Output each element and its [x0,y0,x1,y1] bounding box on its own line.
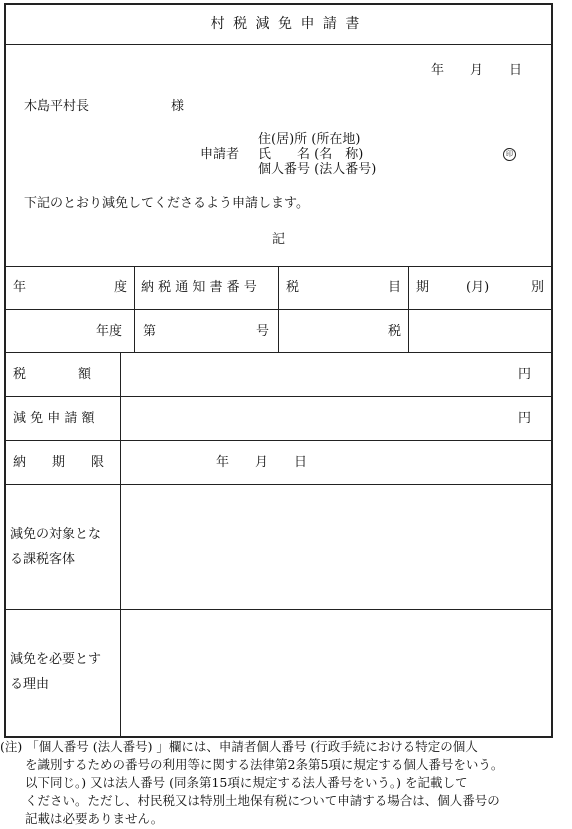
divider [4,396,553,397]
footnote-line: 以下同じ。) 又は法人番号 (同条第15項に規定する法人番号をいう。) を記載して [0,775,468,790]
divider [4,440,553,441]
object-label-line1: 減免の対象とな [10,527,102,542]
deadline-date[interactable]: 年 月 日 [216,455,308,470]
ki-label: 記 [272,232,286,247]
reason-label-line2: る理由 [10,677,50,692]
year-field[interactable]: 年度 [96,324,123,339]
footnote-line: ください。ただし、村民税又は特別土地保有税について申請する場合は、個人番号の [0,793,500,808]
object-label-line2: る課税客体 [10,552,76,567]
footnote [0,738,572,828]
footnote-line: 記載は必要ありません。 [0,811,164,826]
footnote-line: を識別するための番号の利用等に関する法律第2条第5項に規定する個人番号をいう。 [0,757,504,772]
form-title: 村 税 減 免 申 請 書 [210,16,362,32]
header-period-a: 期 [416,280,430,295]
divider [278,266,279,352]
divider [4,484,553,485]
divider [134,266,135,352]
deadline-label: 納 期 限 [13,455,105,470]
divider [4,609,553,610]
header-notice-number: 納 税 通 知 書 番 号 [141,280,257,295]
header-period-c: 別 [531,280,545,295]
addressee: 木島平村長 [24,99,90,114]
divider [4,352,553,353]
honorific: 様 [171,99,185,114]
header-year-b: 度 [114,280,128,295]
reduction-amount-label: 減 免 申 請 額 [13,411,95,426]
intro-text: 下記のとおり減免してくださるよう申請します。 [24,196,309,211]
reason-label-line1: 減免を必要とす [10,652,102,667]
tax-item-field[interactable]: 税 [388,324,402,339]
name-label: 氏 名 (名 称) [258,147,364,162]
date-line: 年 月 日 [431,63,523,78]
footnote-line: (注) 「個人番号 (法人番号) 」欄には、申請者個人番号 (行政手続における特定の個人 [0,739,478,754]
reduction-amount-unit: 円 [518,411,532,426]
header-tax-b: 目 [388,280,402,295]
notice-go: 号 [256,324,270,339]
header-year-a: 年 [13,280,27,295]
header-tax-a: 税 [286,280,300,295]
header-period-b: (月) [466,280,490,295]
divider [4,44,553,45]
notice-dai: 第 [143,324,157,339]
divider [408,266,409,352]
applicant-label: 申請者 [200,147,240,162]
tax-amount-unit: 円 [518,367,532,382]
address-label: 住(居)所 (所在地) [258,132,361,147]
tax-amount-label: 税 額 [13,367,92,382]
divider [120,352,121,738]
seal-mark: 印 [503,148,516,161]
number-label: 個人番号 (法人番号) [258,162,377,177]
